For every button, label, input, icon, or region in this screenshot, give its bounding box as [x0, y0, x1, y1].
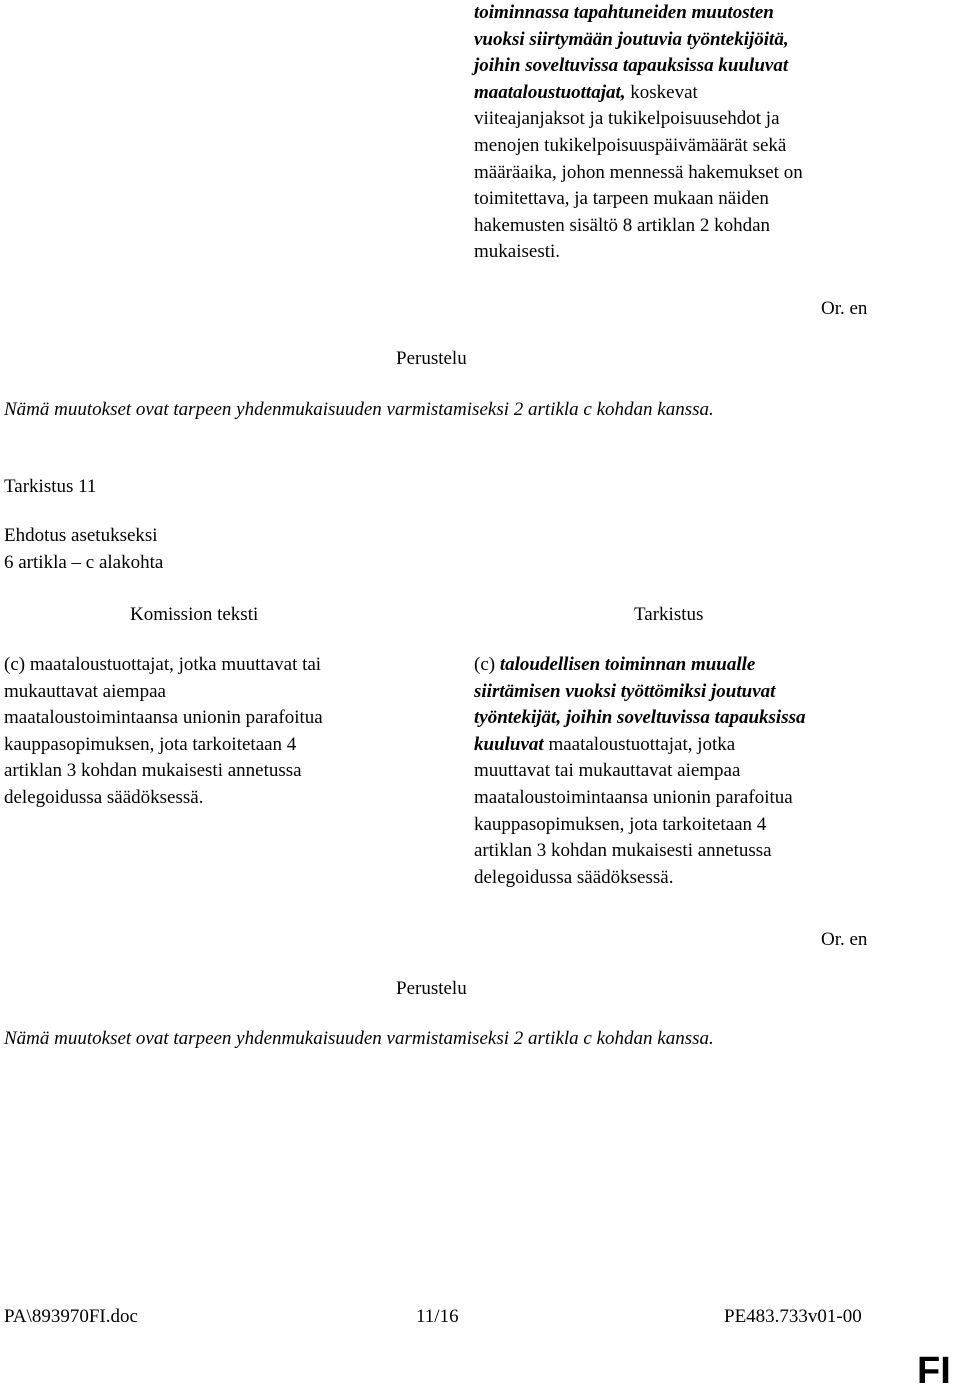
text-segment: muuttavat tai mukauttavat aiempaa	[474, 760, 741, 782]
text-line: maataloustoimintaansa unionin parafoitua	[4, 707, 323, 729]
text-line	[474, 27, 914, 54]
text-line: artiklan 3 kohdan mukaisesti annetussa	[4, 760, 302, 782]
original-language-2: Or. en	[821, 929, 868, 950]
original-language-1: Or. en	[821, 298, 868, 319]
text-line	[474, 679, 914, 706]
justification-label-2: Perustelu	[396, 978, 467, 999]
footer-doc-reference: PA\893970FI.doc	[4, 1306, 138, 1327]
text-segment: mukaisesti.	[474, 241, 561, 263]
text-line	[474, 213, 914, 240]
amended-text-segment: toiminnassa tapahtuneiden muutosten	[474, 2, 774, 23]
text-segment: määräaika, johon mennessä hakemukset on	[474, 161, 803, 183]
amended-text-segment: työntekijät, joihin soveltuvissa tapauksissa	[474, 707, 806, 729]
text-line	[474, 652, 914, 679]
text-line	[474, 705, 914, 732]
text-segment: toimitettava, ja tarpeen mukaan näiden	[474, 188, 769, 210]
justification-label-1: Perustelu	[396, 348, 467, 369]
amendment-text-column	[474, 652, 914, 891]
commission-text-column	[4, 652, 424, 812]
text-segment: koskevat	[625, 81, 698, 103]
text-line: (c) maataloustuottajat, jotka muuttavat tai	[4, 654, 322, 675]
text-line	[474, 838, 914, 865]
text-line: mukauttavat aiempaa	[4, 680, 166, 702]
amended-text-segment: joihin soveltuvissa tapauksissa kuuluvat	[474, 55, 789, 77]
text-line	[474, 812, 914, 839]
amendment-header: Tarkistus	[634, 604, 704, 625]
language-mark: FI	[917, 1350, 951, 1392]
text-segment: (c)	[474, 654, 500, 675]
text-line	[474, 758, 914, 785]
text-segment: viiteajanjaksot ja tukikelpoisuusehdot ja	[474, 108, 780, 130]
text-line	[474, 53, 914, 80]
text-line: kauppasopimuksen, jota tarkoitetaan 4	[4, 733, 297, 755]
footer-pe-reference: PE483.733v01-00	[724, 1306, 862, 1327]
text-line	[474, 160, 914, 187]
commission-text-header: Komission teksti	[130, 604, 259, 625]
text-line: delegoidussa säädöksessä.	[4, 786, 204, 808]
article-reference: 6 artikla – c alakohta	[4, 552, 164, 573]
text-segment: maataloustoimintaansa unionin parafoitua	[474, 786, 793, 808]
text-line	[474, 106, 914, 133]
text-line	[474, 0, 914, 27]
amended-text-segment: taloudellisen toiminnan muualle	[499, 654, 756, 675]
amended-text-segment: maataloustuottajat,	[474, 81, 626, 103]
text-line	[474, 186, 914, 213]
text-line	[474, 865, 914, 892]
text-line	[474, 80, 914, 107]
text-segment: kauppasopimuksen, jota tarkoitetaan 4	[474, 813, 767, 835]
text-line	[474, 732, 914, 759]
text-line	[474, 239, 914, 266]
text-segment: menojen tukikelpoisuuspäivämäärät sekä	[474, 134, 787, 156]
justification-text-1: Nämä muutokset ovat tarpeen yhdenmukaisuuden varmistamiseksi 2 artikla c kohdan kanssa.	[4, 399, 714, 420]
text-line	[474, 785, 914, 812]
text-line	[474, 133, 914, 160]
amended-text-segment: kuuluvat	[474, 733, 544, 755]
footer-page-number: 11/16	[416, 1306, 459, 1327]
text-segment: artiklan 3 kohdan mukaisesti annetussa	[474, 840, 772, 862]
amendment-title: Tarkistus 11	[4, 476, 97, 497]
amended-text-segment: vuoksi siirtymään joutuvia työntekijöitä,	[474, 28, 789, 50]
amended-text-segment: siirtämisen vuoksi työttömiksi joutuvat	[474, 680, 776, 702]
justification-text-2: Nämä muutokset ovat tarpeen yhdenmukaisuuden varmistamiseksi 2 artikla c kohdan kanssa.	[4, 1028, 714, 1049]
text-segment: hakemusten sisältö 8 artiklan 2 kohdan	[474, 214, 771, 236]
top-continuation-column	[474, 0, 914, 266]
text-segment: delegoidussa säädöksessä.	[474, 866, 674, 888]
text-segment: maataloustuottajat, jotka	[543, 733, 736, 755]
proposal-label: Ehdotus asetukseksi	[4, 525, 158, 546]
